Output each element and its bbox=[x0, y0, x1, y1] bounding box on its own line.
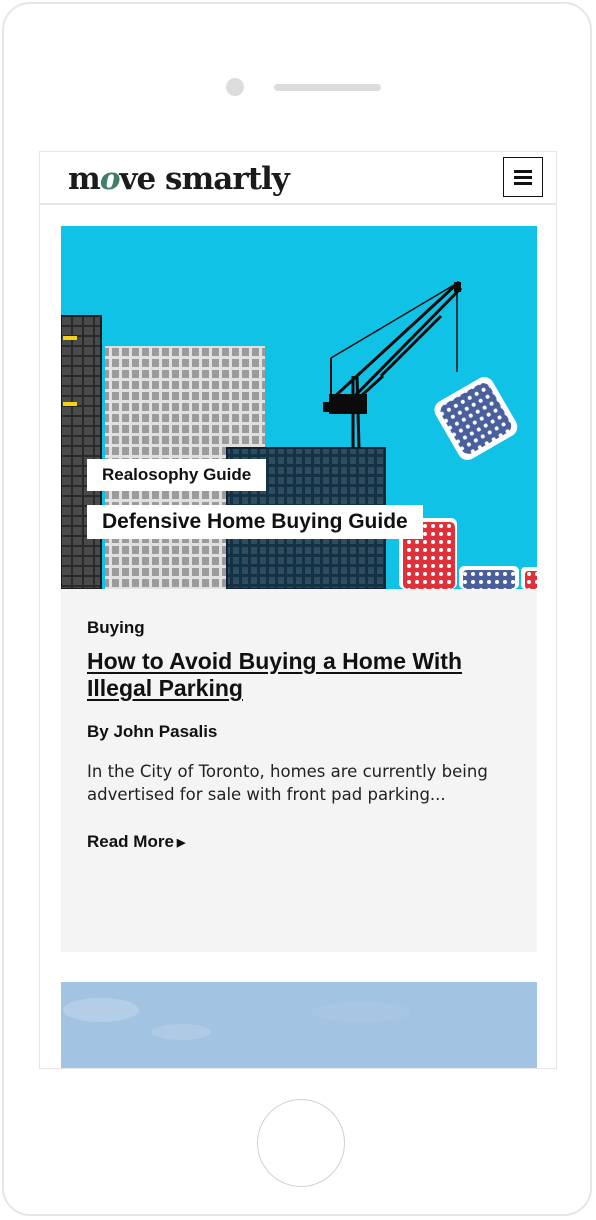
site-header bbox=[40, 152, 556, 205]
read-more-link[interactable]: Read More ▶ bbox=[87, 832, 186, 851]
next-article-image[interactable] bbox=[61, 982, 537, 1069]
article-excerpt: In the City of Toronto, homes are currently being advertised for sale with front pad parking... bbox=[87, 762, 488, 804]
phone-screen bbox=[39, 151, 557, 1069]
article-image[interactable] bbox=[61, 226, 537, 589]
article-category[interactable]: Buying bbox=[87, 618, 145, 637]
article-author: By John Pasalis bbox=[87, 722, 218, 741]
sky-image bbox=[61, 982, 537, 1069]
speaker-grille bbox=[274, 84, 381, 91]
site-logo[interactable]: move smartly bbox=[68, 161, 289, 197]
article-body bbox=[87, 616, 517, 855]
article-card bbox=[61, 226, 537, 952]
article-title-link[interactable]: How to Avoid Buying a Home With Illegal Parking bbox=[87, 648, 463, 701]
hamburger-menu-icon bbox=[514, 170, 532, 173]
series-tag: Realosophy Guide bbox=[87, 459, 266, 491]
guide-title-tag: Defensive Home Buying Guide bbox=[87, 505, 423, 539]
menu-button[interactable] bbox=[503, 157, 543, 197]
camera-icon bbox=[226, 78, 244, 96]
home-button[interactable] bbox=[257, 1099, 345, 1187]
play-arrow-icon: ▶ bbox=[176, 837, 186, 849]
